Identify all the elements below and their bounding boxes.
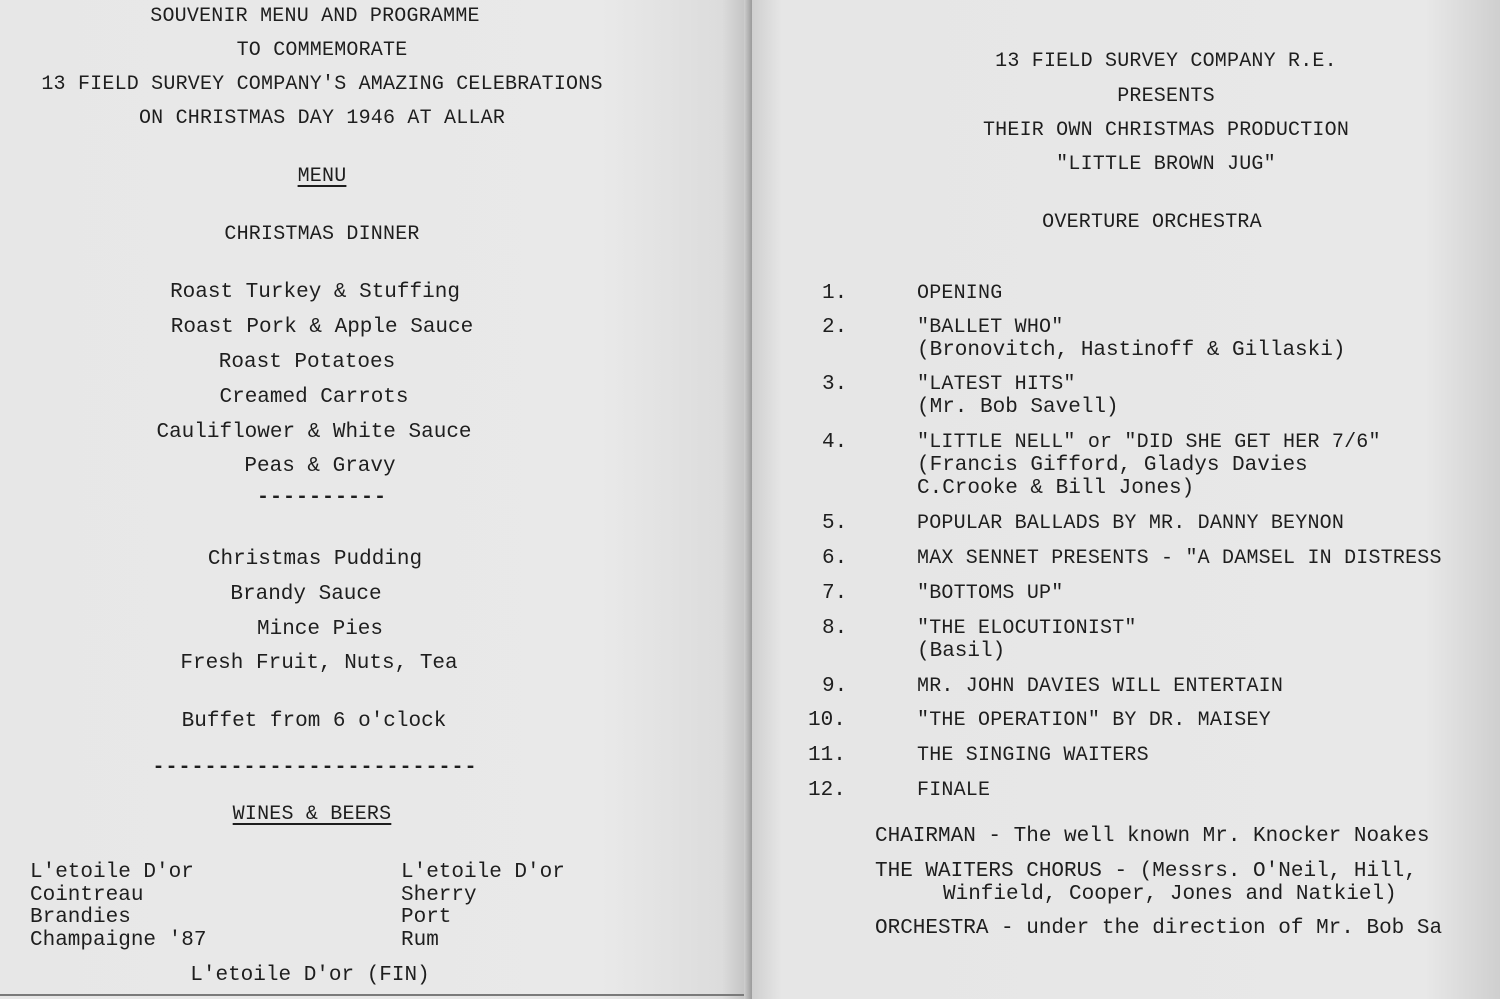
right-page <box>752 0 1500 999</box>
menu-item: Roast Turkey & Stuffing <box>170 281 460 304</box>
item-detail: (Bronovitch, Hastinoff & Gillaski) <box>917 339 1346 362</box>
buffet-note: Buffet from 6 o'clock <box>181 710 447 733</box>
item-number: 8. <box>822 617 848 640</box>
item-title: THE SINGING WAITERS <box>917 744 1149 767</box>
item-title: FINALE <box>917 779 991 802</box>
item-number: 9. <box>822 675 848 698</box>
menu-item: Cauliflower & White Sauce <box>156 421 472 444</box>
dessert-item: Christmas Pudding <box>207 548 423 571</box>
credit-waiters-cont: Winfield, Cooper, Jones and Natkiel) <box>943 883 1397 906</box>
wine-right: Sherry <box>401 884 477 907</box>
programme-heading-2: PRESENTS <box>1117 85 1215 108</box>
item-number: 5. <box>822 512 848 535</box>
wine-final: L'etoile D'or (FIN) <box>190 964 430 987</box>
item-title: "BALLET WHO" <box>917 316 1064 339</box>
item-number: 10. <box>808 709 846 732</box>
item-title: "BOTTOMS UP" <box>917 582 1064 605</box>
item-number: 11. <box>808 744 846 767</box>
separator-short: ---------- <box>256 486 388 509</box>
wines-title: WINES & BEERS <box>232 803 392 826</box>
item-number: 3. <box>822 373 848 396</box>
item-detail: (Basil) <box>917 640 1006 663</box>
item-title: POPULAR BALLADS BY MR. DANNY BEYNON <box>917 512 1345 535</box>
credit-orchestra: ORCHESTRA - under the direction of Mr. Bob Sa <box>875 917 1443 940</box>
item-number: 4. <box>822 431 848 454</box>
item-title: MAX SENNET PRESENTS - "A DAMSEL IN DISTRESS <box>917 547 1442 570</box>
heading-line-3: 13 FIELD SURVEY COMPANY'S AMAZING CELEBRATIONS <box>41 73 603 96</box>
wine-right: Port <box>401 906 452 929</box>
item-detail: (Francis Gifford, Gladys Davies <box>917 454 1308 477</box>
wine-left: Brandies <box>30 906 131 929</box>
credit-chairman: CHAIRMAN - The well known Mr. Knocker Noakes <box>875 825 1430 848</box>
item-detail: (Mr. Bob Savell) <box>917 396 1119 419</box>
menu-item: Peas & Gravy <box>244 455 396 478</box>
item-number: 7. <box>822 582 848 605</box>
separator-long: ------------------------- <box>152 756 478 779</box>
heading-line-2: TO COMMEMORATE <box>236 39 408 62</box>
item-title: MR. JOHN DAVIES WILL ENTERTAIN <box>917 675 1284 698</box>
menu-item: Roast Pork & Apple Sauce <box>170 316 474 339</box>
heading-line-1: SOUVENIR MENU AND PROGRAMME <box>150 5 480 28</box>
wine-left: Cointreau <box>30 884 144 907</box>
dessert-item: Mince Pies <box>256 618 384 641</box>
item-title: "LITTLE NELL" or "DID SHE GET HER 7/6" <box>917 431 1381 454</box>
programme-heading-3: THEIR OWN CHRISTMAS PRODUCTION <box>982 119 1350 142</box>
item-title: "THE ELOCUTIONIST" <box>917 617 1137 640</box>
item-number: 2. <box>822 316 848 339</box>
heading-line-4: ON CHRISTMAS DAY 1946 AT ALLAR <box>138 107 506 130</box>
item-number: 6. <box>822 547 848 570</box>
item-title: "LATEST HITS" <box>917 373 1076 396</box>
page-edge-line <box>0 994 744 996</box>
wine-left: Champaigne '87 <box>30 929 207 952</box>
item-title: OPENING <box>917 282 1003 305</box>
overture-line: OVERTURE ORCHESTRA <box>1042 211 1262 234</box>
menu-item: Creamed Carrots <box>219 386 409 409</box>
menu-title: MENU <box>297 165 347 188</box>
dessert-item: Brandy Sauce <box>230 583 382 606</box>
credit-waiters: THE WAITERS CHORUS - (Messrs. O'Neil, Hill, <box>875 860 1417 883</box>
item-detail: C.Crooke & Bill Jones) <box>917 477 1195 500</box>
menu-item: Roast Potatoes <box>218 351 396 374</box>
wine-left: L'etoile D'or <box>30 861 194 884</box>
item-title: "THE OPERATION" BY DR. MAISEY <box>917 709 1271 732</box>
wine-right: L'etoile D'or <box>401 861 565 884</box>
programme-heading-1: 13 FIELD SURVEY COMPANY R.E. <box>995 50 1337 73</box>
dinner-title: CHRISTMAS DINNER <box>224 223 420 246</box>
item-number: 1. <box>822 282 848 305</box>
dessert-item: Fresh Fruit, Nuts, Tea <box>180 652 458 675</box>
wine-right: Rum <box>401 929 439 952</box>
production-title: "LITTLE BROWN JUG" <box>1056 153 1276 176</box>
item-number: 12. <box>808 779 846 802</box>
